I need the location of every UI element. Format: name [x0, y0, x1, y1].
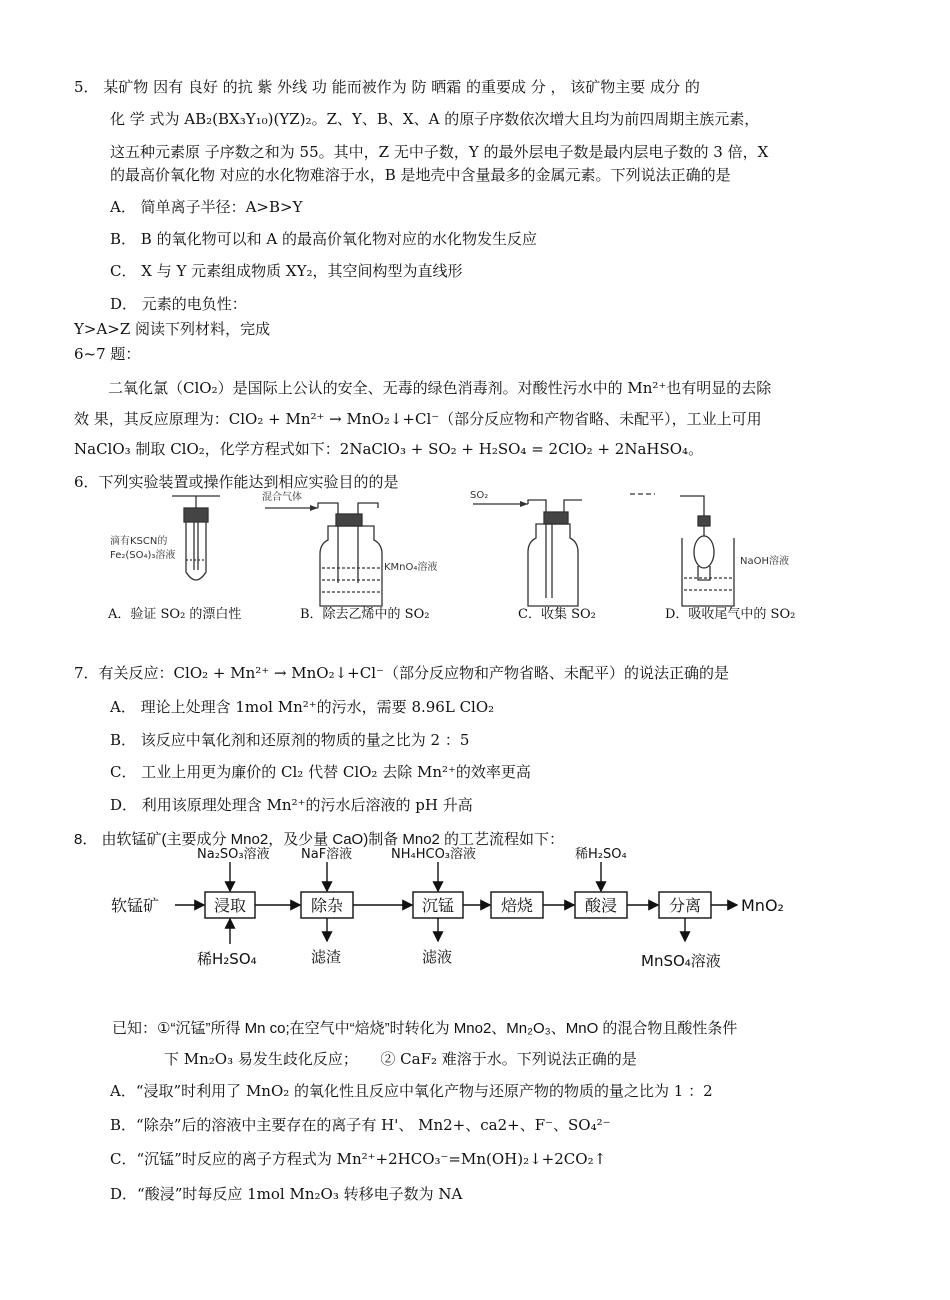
q6-b-reagent-label: KMnO₄溶液 [384, 562, 438, 573]
flow-step-1: 浸取 [214, 896, 247, 915]
flow-output-filtrate: 滤液 [422, 948, 453, 966]
q8-flowchart [105, 846, 805, 976]
flow-start: 软锰矿 [111, 896, 160, 915]
flow-top-input-1: Na₂SO₃溶液 [197, 847, 270, 862]
q8-option-a: A．“浸取”时利用了 MnO₂ 的氧化性且反应中氧化产物与还原产物的物质的量之比为 1 ：2 [110, 1082, 713, 1100]
q7-option-c: C． 工业上用更为廉价的 Cl₂ 代替 ClO₂ 去除 Mn²⁺的效率更高 [110, 763, 531, 781]
q5-stem-line3: 这五种元素原 子序数之和为 55。其中，Z 无中子数，Y 的最外层电子数是最内层电子数的 3 倍，X [110, 143, 769, 161]
flow-output-mnso4: MnSO₄溶液 [641, 952, 721, 970]
flow-step-4: 焙烧 [501, 896, 534, 915]
q6-caption-a: A．验证 SO₂ 的漂白性 [108, 607, 242, 622]
flow-step-5: 酸浸 [585, 896, 618, 915]
q7-option-d: D． 利用该原理处理含 Mn²⁺的污水后溶液的 pH 升高 [110, 796, 473, 814]
material-line3: NaClO₃ 制取 ClO₂，化学方程式如下：2NaClO₃ + SO₂ + H₂SO₄ = 2ClO₂ + 2NaHSO₄。 [74, 440, 704, 458]
flow-product: MnO₂ [741, 896, 784, 915]
q5-stem-line2: 化 学 式为 AB₂(BX₃Y₁₀)(YZ)₂。Z、Y、B、X、A 的原子序数依次增大且均为前四周期主族元素， [110, 110, 760, 128]
q6-a-label1: 滴有KSCN的 [110, 536, 168, 547]
q5-option-d: D． 元素的电负性： [110, 295, 247, 313]
q5-option-c: C． X 与 Y 元素组成物质 XY₂，其空间构型为直线形 [110, 262, 463, 280]
material-range: 6~7 题： [74, 345, 141, 363]
q6-caption-b: B．除去乙烯中的 SO₂ [300, 607, 430, 622]
q8-option-b: B．“除杂”后的溶液中主要存在的离子有 H'、 Mn2+、ca2+、F⁻、SO₄²⁻ [110, 1116, 611, 1134]
flow-step-2: 除杂 [311, 896, 344, 915]
q8-stem: 8． 由软锰矿(主要成分 Mno2，及少量 CaO)制备 Mno2 的工艺流程如下： [74, 831, 565, 848]
q7-stem: 7．有关反应：ClO₂ + Mn²⁺ → MnO₂↓+Cl⁻（部分反应物和产物省略、未配平）的说法正确的是 [74, 664, 729, 682]
q6-caption-d: D．吸收尾气中的 SO₂ [665, 607, 796, 622]
q6-c-gas-label: SO₂ [470, 490, 489, 501]
q8-known-1: 已知：①“沉锰”所得 Mn co;在空气中“焙烧”时转化为 Mno2、Mn₂O₃、MnO 的混合物且酸性条件 [112, 1020, 738, 1037]
flow-step-6: 分离 [669, 896, 702, 915]
flow-top-input-4: 稀H₂SO₄ [575, 847, 627, 862]
q6-a-label2: Fe₂(SO₄)₃溶液 [110, 550, 176, 561]
q7-option-a: A． 理论上处理含 1mol Mn²⁺的污水，需要 8.96L ClO₂ [110, 698, 495, 716]
q5-option-d-cont: Y>A>Z 阅读下列材料，完成 [74, 320, 271, 338]
q6-b-gas-label: 混合气体 [262, 492, 302, 503]
q8-option-c: C．“沉锰”时反应的离子方程式为 Mn²⁺+2HCO₃⁻=Mn(OH)₂↓+2CO₂↑ [110, 1150, 607, 1168]
q8-known-2: 下 Mn₂O₃ 易发生歧化反应； ② CaF₂ 难溶于水。下列说法正确的是 [164, 1050, 637, 1068]
q5-option-b: B． B 的氧化物可以和 A 的最高价氧化物对应的水化物发生反应 [110, 230, 537, 248]
q6-stem: 6．下列实验装置或操作能达到相应实验目的的是 [74, 473, 399, 491]
flow-bottom-input: 稀H₂SO₄ [197, 950, 257, 968]
q6-caption-c: C．收集 SO₂ [518, 607, 596, 622]
material-line1: 二氧化氯（ClO₂）是国际上公认的安全、无毒的绿色消毒剂。对酸性污水中的 Mn²⁺也有明显的去除 [108, 379, 772, 397]
flow-step-3: 沉锰 [422, 896, 455, 915]
q5-stem-line1: 5． 某矿物 因有 良好 的抗 紫 外线 功 能而被作为 防 晒霜 的重要成 分 ， 该矿物主要 成分 的 [74, 78, 700, 96]
q7-option-b: B． 该反应中氧化剂和还原剂的物质的量之比为 2 ：5 [110, 731, 470, 749]
flow-top-input-2: NaF溶液 [301, 847, 353, 862]
material-line2: 效 果，其反应原理为：ClO₂ + Mn²⁺ → MnO₂↓+Cl⁻（部分反应物和产物省略、未配平），工业上可用 [74, 410, 762, 428]
flow-output-residue: 滤渣 [311, 948, 342, 966]
q6-d-reagent-label: NaOH溶液 [740, 556, 789, 567]
q5-stem-line4: 的最高价氧化物 对应的水化物难溶于水，B 是地壳中含量最多的金属元素。下列说法正确的是 [110, 166, 731, 184]
q5-option-a: A． 简单离子半径：A>B>Y [110, 198, 303, 216]
flow-top-input-3: NH₄HCO₃溶液 [391, 847, 477, 862]
q8-option-d: D．“酸浸”时每反应 1mol Mn₂O₃ 转移电子数为 NA [110, 1185, 463, 1203]
